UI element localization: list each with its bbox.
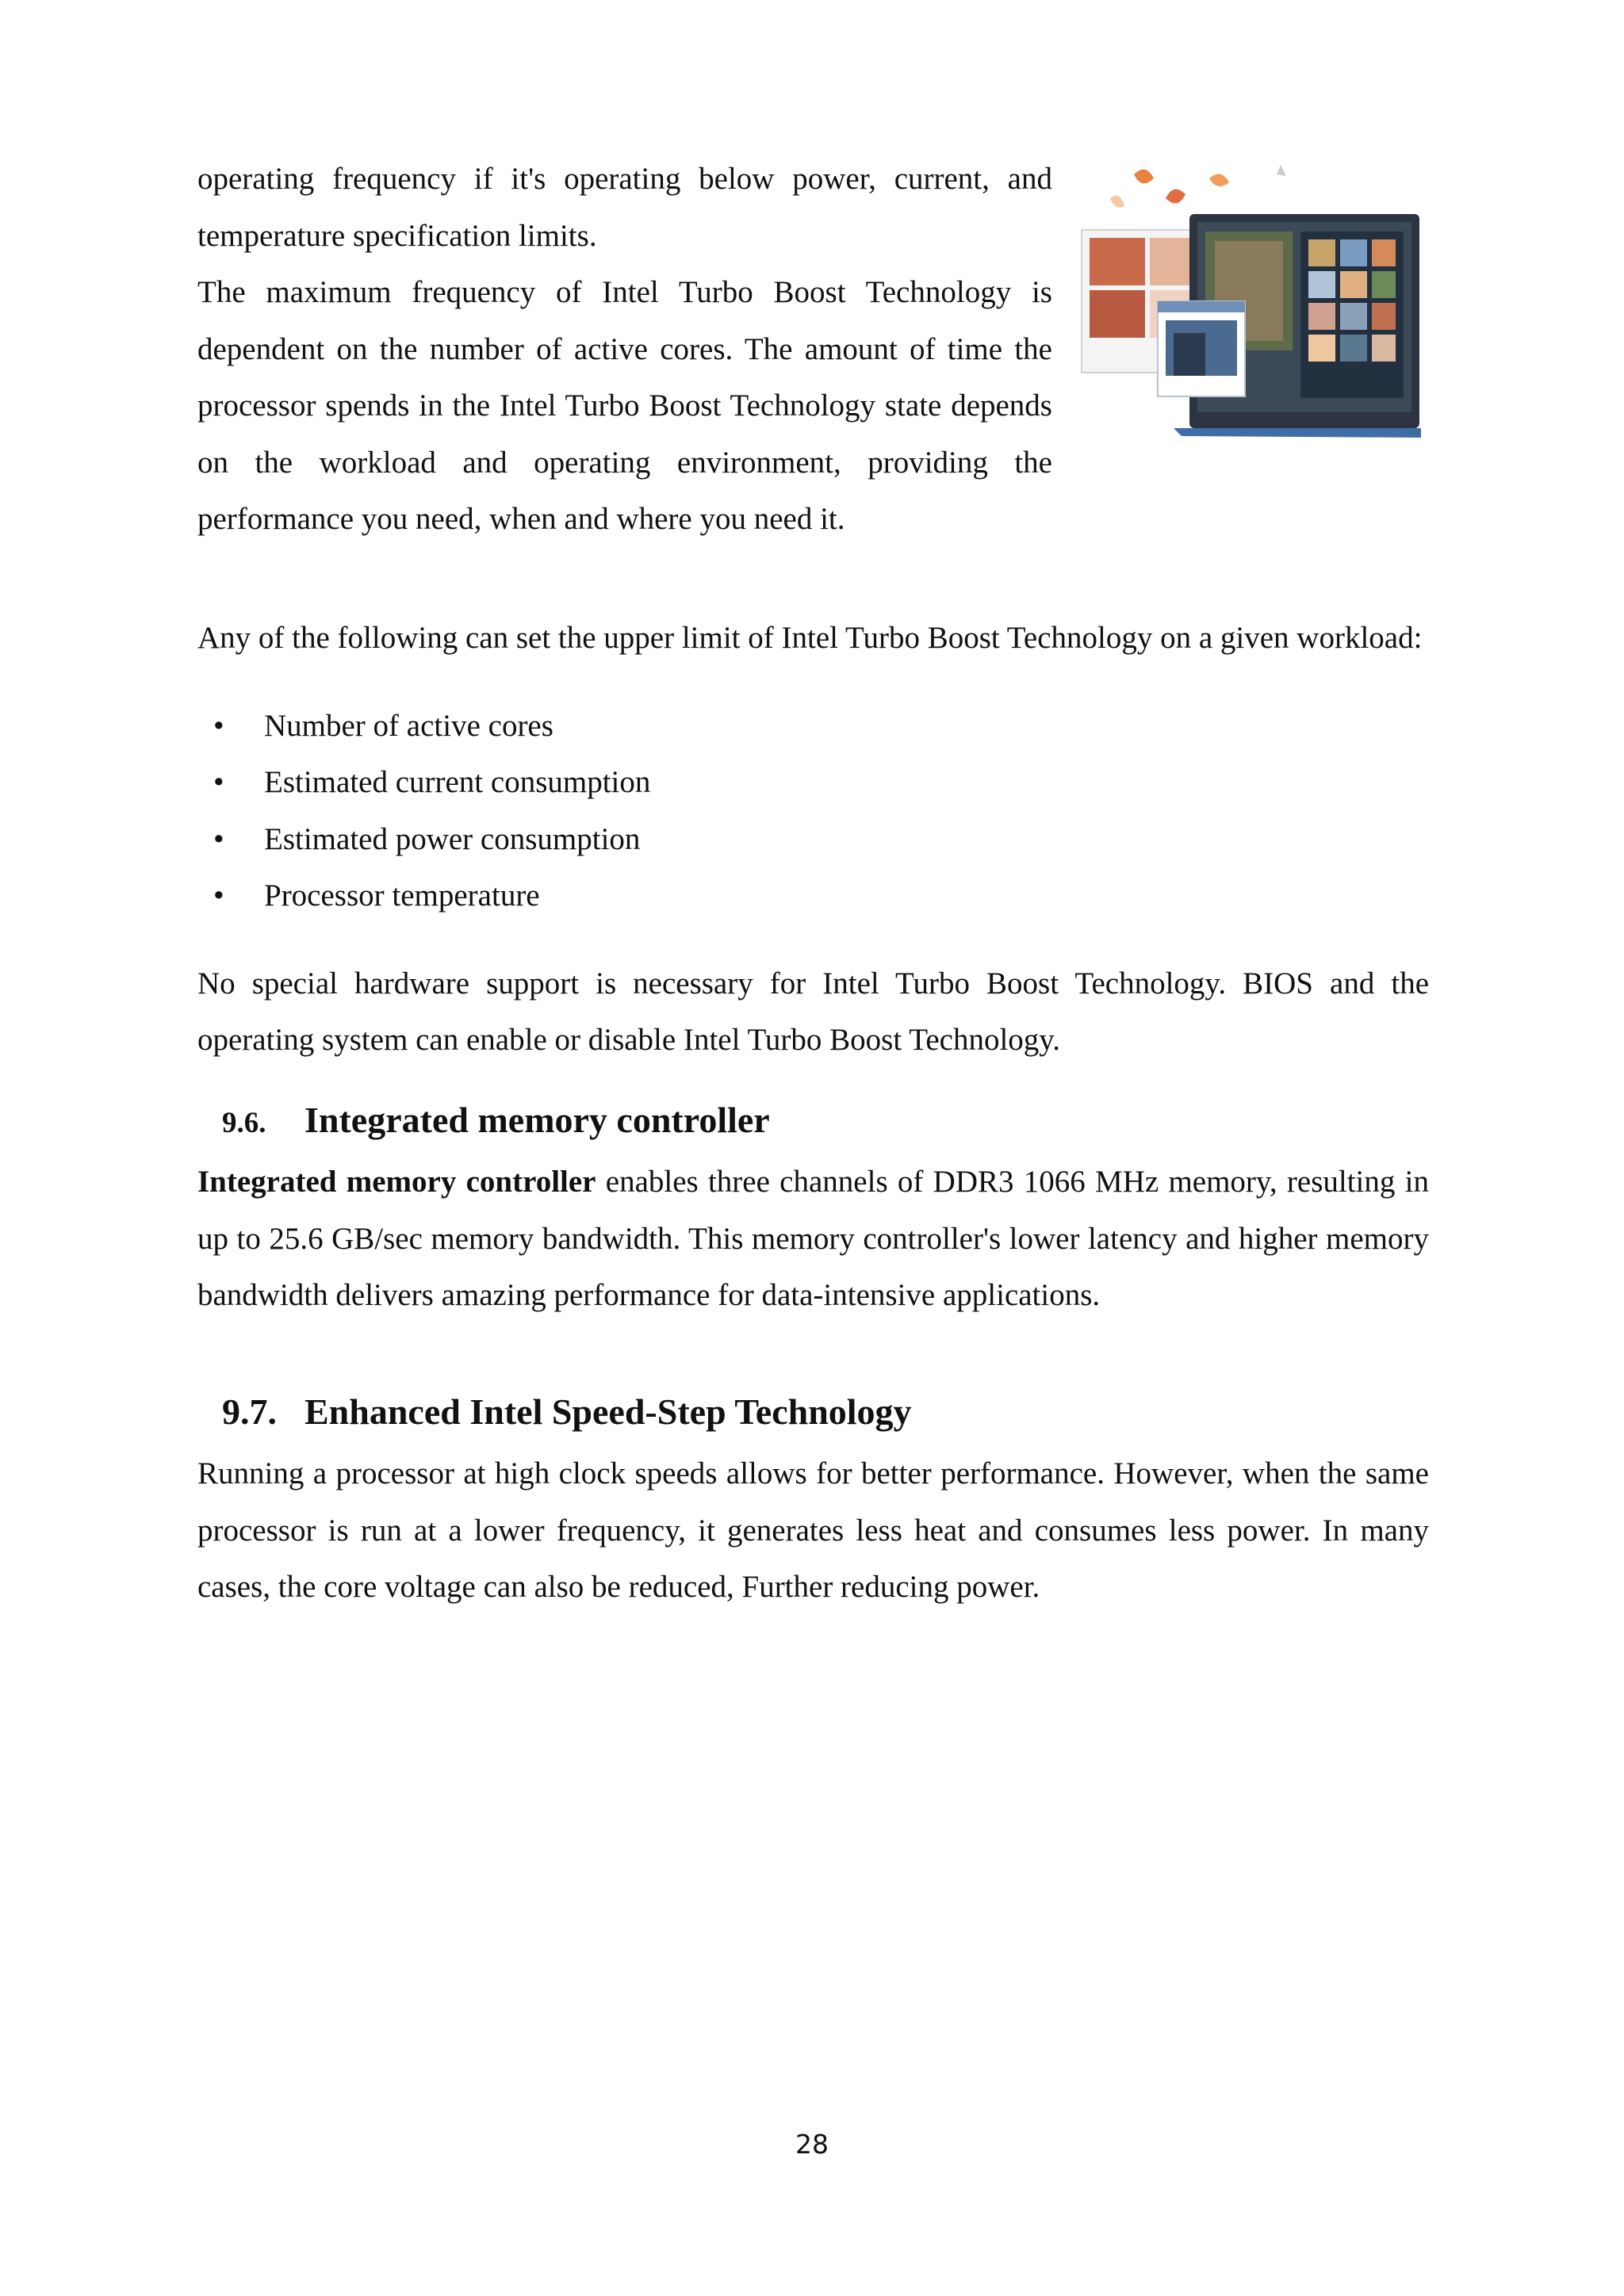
section-body-9-7: Running a processor at high clock speeds allows for better performance. However, when the same processor is run at a lower frequency, it generates less heat and consumes less power. In many cases, the core voltage can also be reduced, Further reducing power. [197, 1456, 1429, 1604]
intro-paragraph-1: operating frequency if it's operating below power, current, and temperature specification limits. [197, 162, 1052, 253]
page-number: 28 [795, 2129, 829, 2160]
list-item [197, 754, 1429, 811]
section-heading-9-6 [222, 1096, 770, 1147]
limits-lead: Any of the following can set the upper limit of Intel Turbo Boost Technology on a given workload: [197, 621, 1423, 655]
list-item [197, 698, 1429, 755]
section-heading-9-7 [222, 1388, 912, 1436]
list-item-text: Estimated current consumption [264, 765, 651, 799]
laptop-photo-illustration [1078, 159, 1421, 444]
bullet-icon: • [213, 708, 224, 743]
bullet-icon: • [213, 765, 224, 799]
limits-block [197, 579, 1429, 1100]
list-item-text: Processor temperature [264, 878, 540, 913]
list-item-text: Estimated power consumption [264, 821, 641, 856]
intro-paragraph-2: The maximum frequency of Intel Turbo Boost Technology is dependent on the number of active cores. The amount of time the processor spends in the Intel Turbo Boost Technology state depends on the workload and operating environment, providing the performance you need, when and where you need it. [197, 275, 1052, 536]
bullet-icon: • [213, 821, 224, 856]
list-item [197, 811, 1429, 868]
limits-list [197, 698, 1429, 924]
list-item [197, 867, 1429, 924]
section-body-text: enables three channels of DDR3 1066 MHz memory, resulting in up to 25.6 GB/sec memory bandwidth. This memory controller's lower latency and higher memory bandwidth delivers amazing performance for data-intensive applications. [197, 1165, 1429, 1312]
limits-closing: No special hardware support is necessary for Intel Turbo Boost Technology. BIOS and the operating system can enable or disable Intel Turbo Boost Technology. [197, 966, 1429, 1057]
section-lead-bold: Integrated memory controller [197, 1165, 596, 1199]
section-title: Integrated memory controller [304, 1100, 770, 1140]
intro-text [197, 151, 1052, 548]
bullet-icon: • [213, 878, 224, 913]
section-number: 9.7. [222, 1391, 277, 1432]
section-number: 9.6. [222, 1107, 266, 1139]
list-item-text: Number of active cores [264, 708, 553, 743]
section-title: Enhanced Intel Speed-Step Technology [304, 1391, 912, 1432]
section-body-9-6 [197, 1154, 1429, 1324]
